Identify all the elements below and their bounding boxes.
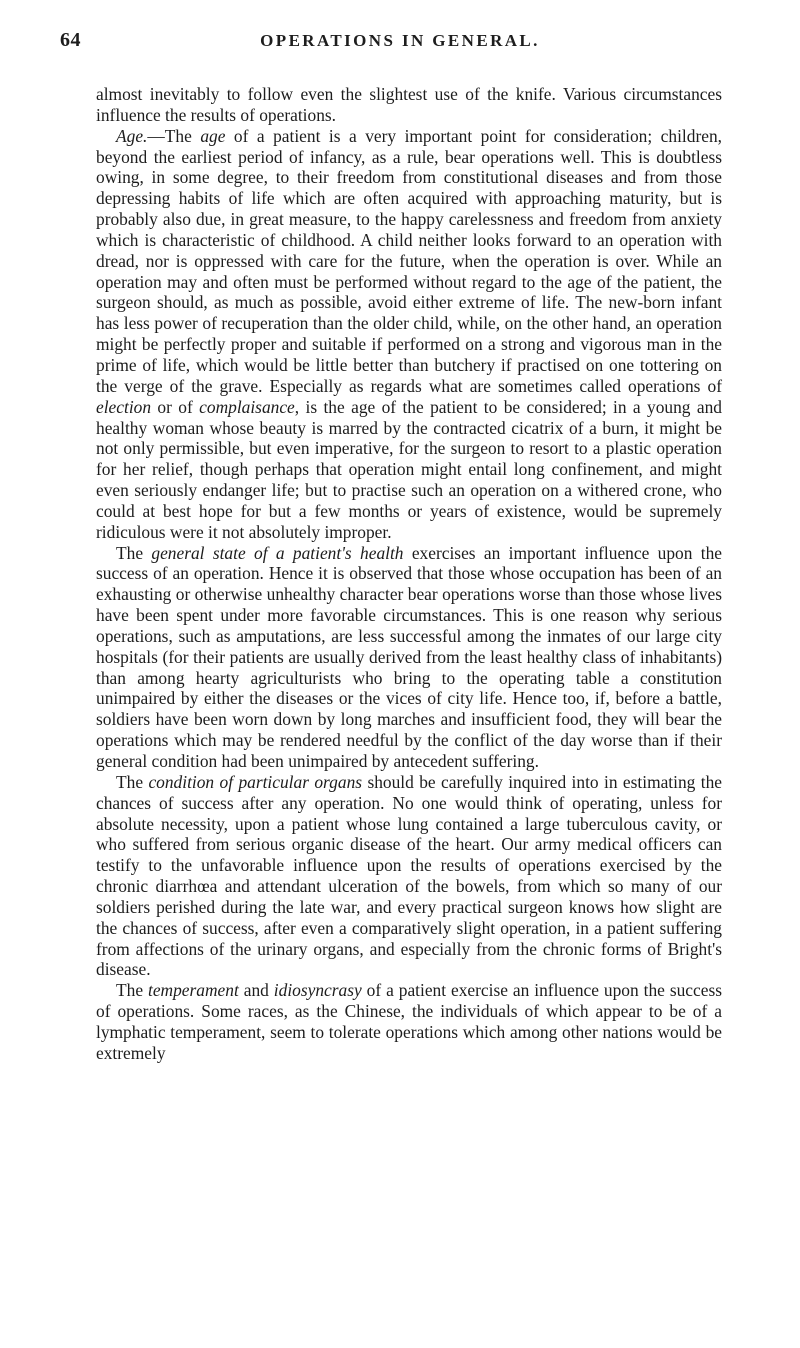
text-run: , is the age of the patient to be considered; in a young and healthy woman whose beauty is marred by the contracted cicatrix of a burn, it might be not only permissible, but even imperative, for the surgeon to resort to a plastic operation for her relief, though perhaps that operation might entail long confinement, and might even seriously endanger life; but to practise such an operation on a withered crone, who could at best hope for but a few months or years of existence, would be supremely ridiculous were it not absolutely improper. [96, 396, 722, 542]
italic-phrase: idiosyncrasy [273, 980, 362, 1001]
text-run: exercises an important influence upon the success of an operation. Hence it is observed that those whose occupation has been of an exhausting or otherwise unhealthy character bear operations worse than those whose lives have been spent under more favorable circumstances. This is one reason why serious operations, such as amputations, are less successful among the inmates of our large city hospitals (for their patients are usually derived from the least healthy class of inhabitants) than among hearty agriculturists who bring to the operating table a constitution unimpaired by either the diseases or the vices of city life. Hence too, if, before a battle, soldiers have been worn down by long marches and insufficient food, they will bear the operations which may be rendered needful by the conflict of the day worse than if their general condition had been unimpaired by antecedent suffering. [96, 542, 722, 771]
italic-phrase: condition of particular organs [148, 771, 363, 792]
italic-phrase: general state of a patient's health [151, 542, 404, 563]
running-head [0, 29, 800, 55]
text-run: of a patient exercise an influence upon the success of operations. Some races, as the Chinese, the individuals of which appear to be of a lymphatic temperament, seem to tolerate operations which among other nations would be extremely [96, 980, 722, 1063]
text-run: of a patient is a very important point for consideration; children, beyond the earliest period of infancy, as a rule, bear operations well. This is doubtless owing, in some degree, to their freedom from constitutional diseases and from those depressing habits of life which are often acquired with approaching maturity, but is probably also due, in great measure, to the happy carelessness and freedom from anxiety which is characteristic of childhood. A child neither looks forward to an operation with dread, nor is oppressed with care for the future, when the operation is over. While an operation may and often must be performed without regard to the age of the patient, the surgeon should, as much as possible, avoid either extreme of life. The new-born infant has less power of recuperation than the older child, while, on the other hand, an operation might be perfectly proper and suitable if performed on a strong and vigorous man in the prime of life, which would be little better than butchery if practised on one tottering on the verge of the grave. Especially as regards what are sometimes called operations of [96, 125, 723, 396]
paragraph [96, 772, 722, 980]
italic-phrase: Age. [116, 125, 148, 146]
italic-phrase: complaisance [199, 396, 295, 417]
running-title: OPERATIONS IN GENERAL. [260, 31, 540, 50]
paragraph [96, 84, 722, 126]
text-run: The [116, 771, 149, 792]
text-run: almost inevitably to follow even the slightest use of the knife. Various circumstances influence the results of operations. [96, 84, 722, 125]
paragraph [96, 126, 722, 543]
text-run: should be carefully inquired into in estimating the chances of success after any operation. No one would think of operating, unless for absolute necessity, upon a patient whose lung contained a large tuberculous cavity, or who suffered from serious organic disease of the heart. Our army medical officers can testify to the unfavorable influence upon the results of operations exercised by the chronic diarrhœa and attendant ulceration of the bowels, from which so many of our soldiers perished during the late war, and every practical surgeon knows how slight are the chances of success, after even a comparatively slight operation, in a patient suffering from affections of the urinary organs, and especially from the chronic forms of Bright's disease. [96, 771, 723, 980]
italic-phrase: election [96, 396, 152, 417]
text-run: and [238, 980, 274, 1001]
body-text [96, 84, 722, 1064]
paragraph [96, 980, 722, 1063]
text-run: —The [147, 125, 201, 146]
italic-phrase: age [200, 125, 226, 146]
page-number: 64 [60, 29, 81, 51]
text-run: or of [151, 396, 200, 417]
italic-phrase: temperament [147, 980, 239, 1001]
paragraph [96, 543, 722, 772]
text-run: The [116, 542, 152, 563]
text-run: The [116, 980, 148, 1001]
